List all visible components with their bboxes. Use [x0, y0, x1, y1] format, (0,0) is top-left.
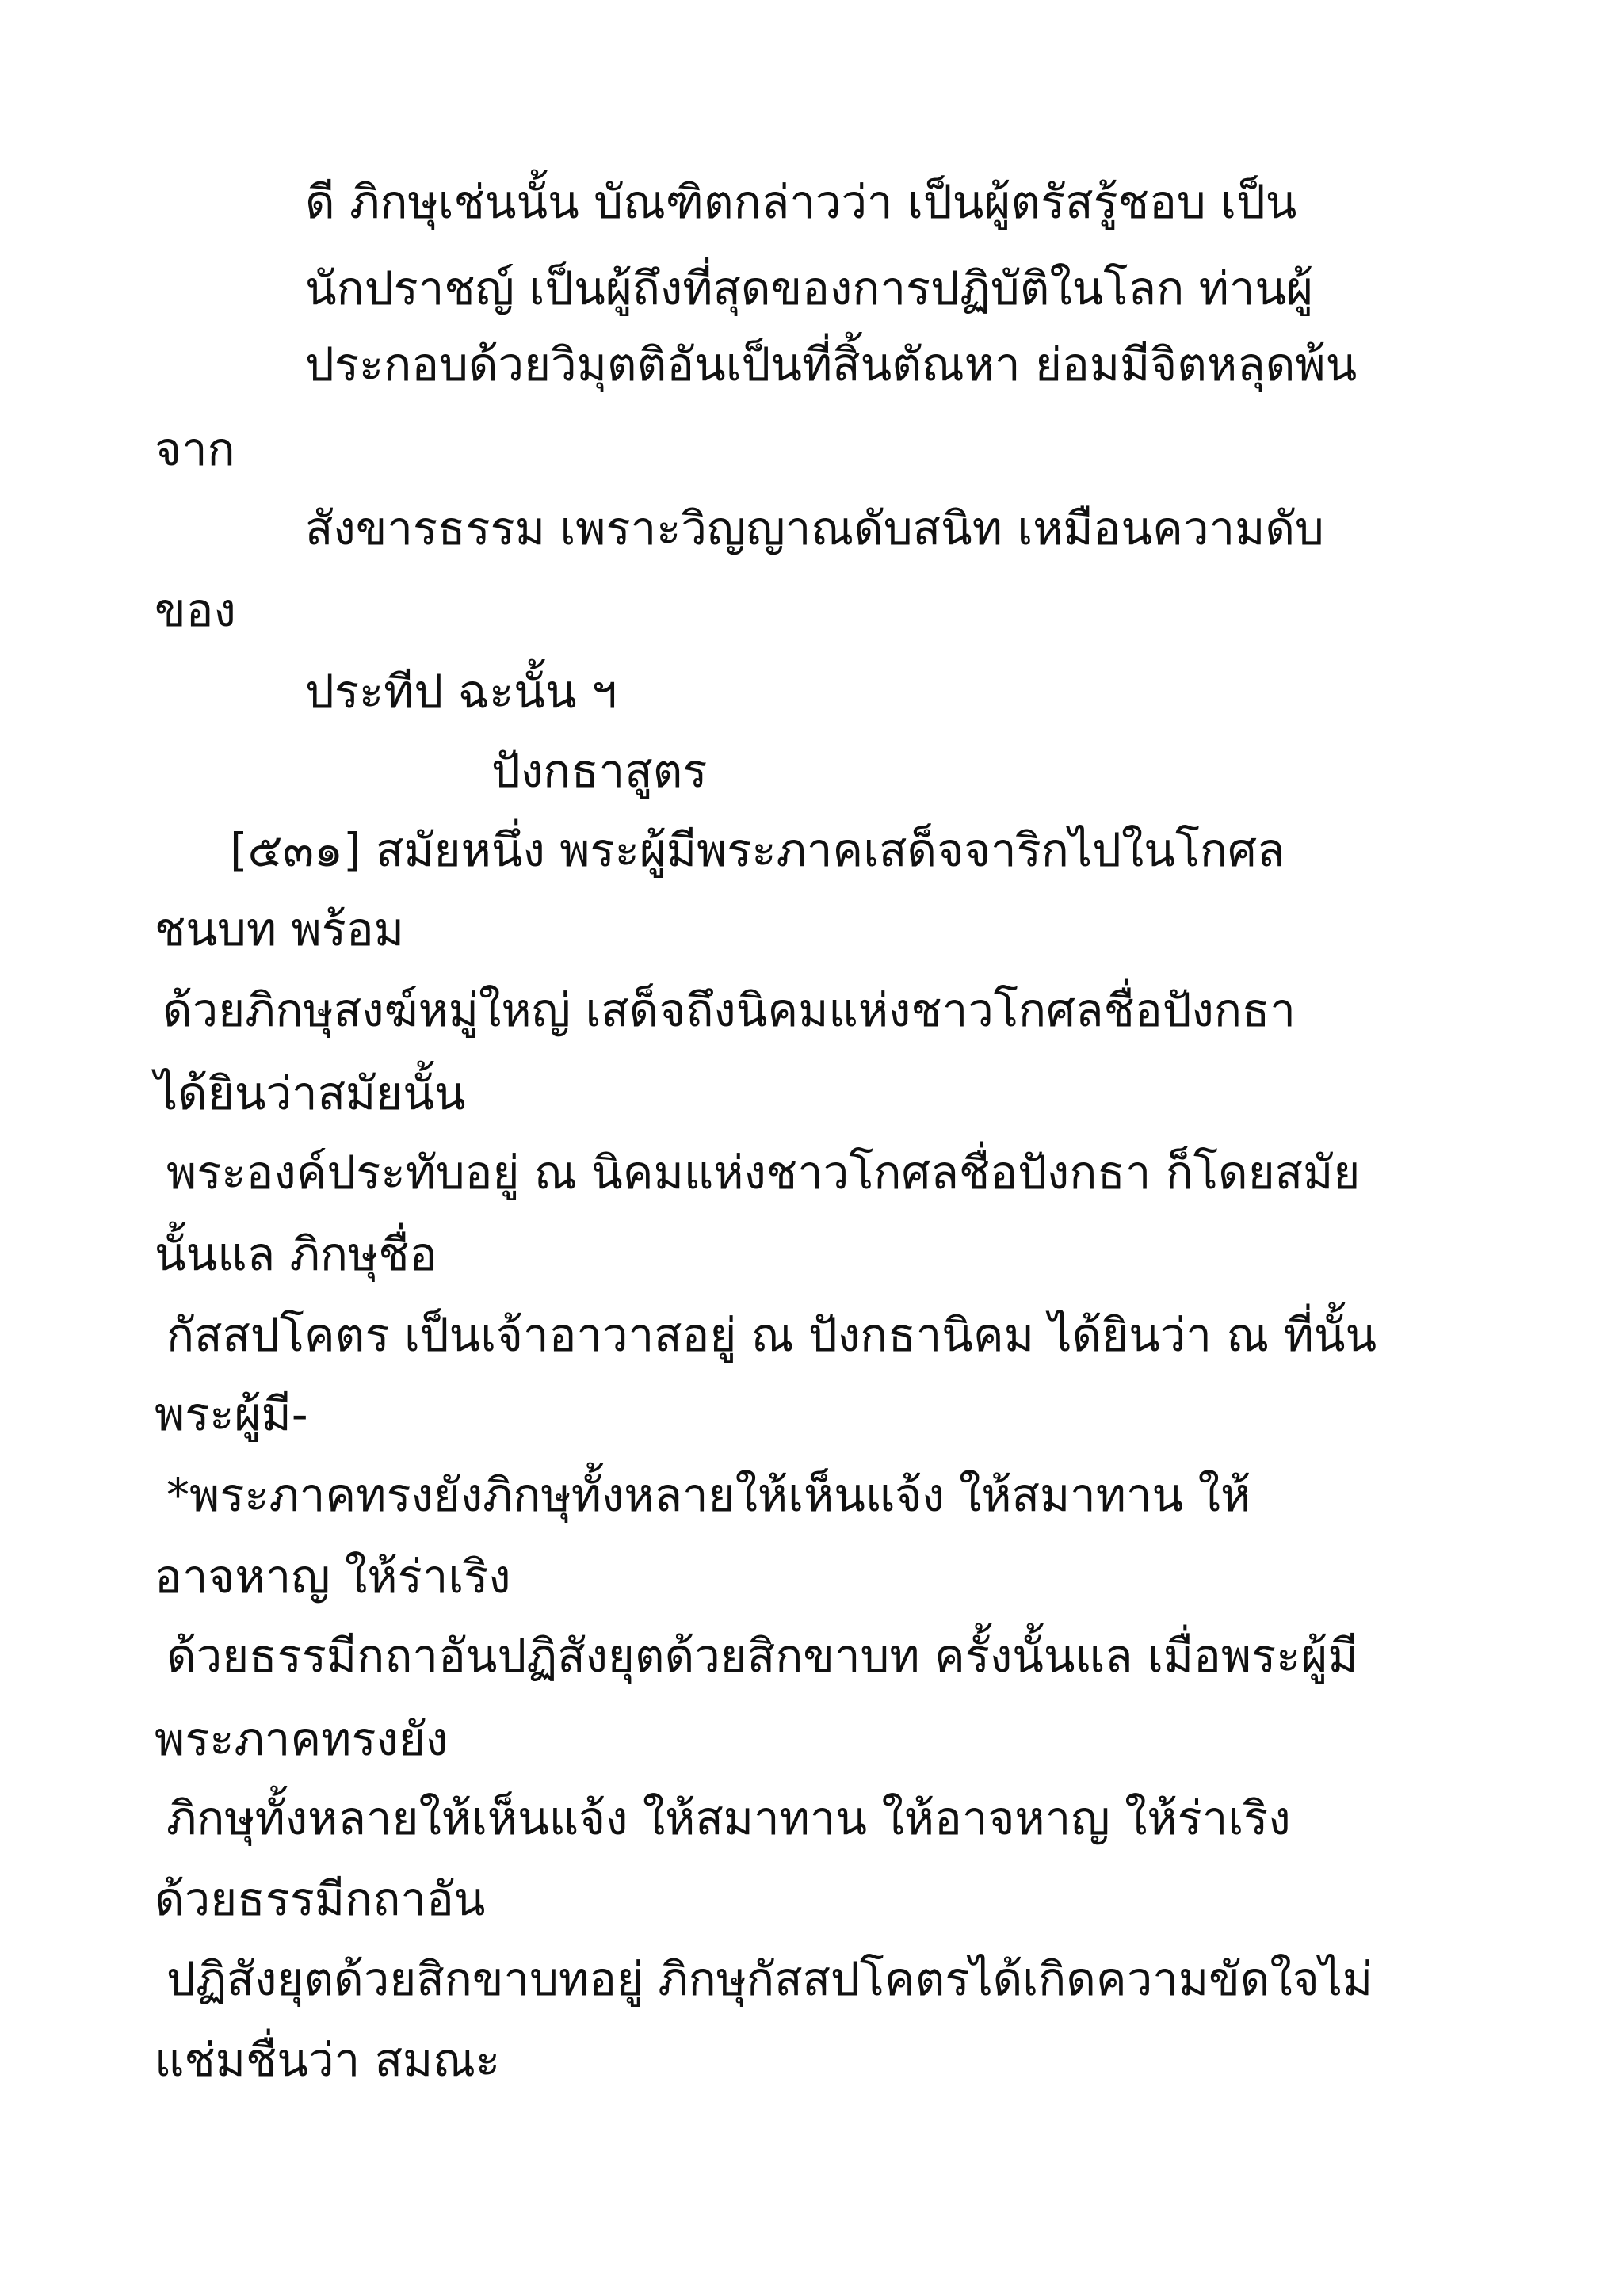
text-line-9: [๕๓๑] สมัยหนึ่ง พระผู้มีพระภาคเสด็จจาริกไปในโกศล — [230, 823, 1285, 877]
text-line-6: ของ — [155, 583, 236, 637]
text-line-11: ด้วยภิกษุสงฆ์หมู่ใหญ่ เสด็จถึงนิคมแห่งชาวโกศลชื่อปังกธา — [162, 983, 1296, 1037]
text-line-1: ดี ภิกษุเช่นนั้น บัณฑิตกล่าวว่า เป็นผู้ตรัสรู้ชอบ เป็น — [305, 175, 1297, 229]
text-line-3: ประกอบด้วยวิมุตติอันเป็นที่สิ้นตัณหา ย่อมมีจิตหลุดพ้น — [305, 338, 1358, 391]
text-line-15: กัสสปโคตร เป็นเจ้าอาวาสอยู่ ณ ปังกธานิคม ได้ยินว่า ณ ที่นั้น — [166, 1308, 1377, 1362]
text-line-17: *พระภาคทรงยังภิกษุทั้งหลายให้เห็นแจ้ง ให้สมาทาน ให้ — [166, 1468, 1251, 1522]
text-line-7: ประทีป ฉะนั้น ฯ — [305, 665, 617, 719]
text-line-19: ด้วยธรรมีกถาอันปฏิสังยุตด้วยสิกขาบท ครั้งนั้นแล เมื่อพระผู้มี — [166, 1629, 1358, 1683]
section-title: ปังกธาสูตร — [491, 744, 708, 798]
text-line-13: พระองค์ประทับอยู่ ณ นิคมแห่งชาวโกศลชื่อปังกธา ก็โดยสมัย — [166, 1146, 1361, 1199]
text-line-20: พระภาคทรงยัง — [155, 1712, 449, 1766]
text-line-23: ปฏิสังยุตด้วยสิกขาบทอยู่ ภิกษุกัสสปโคตรได้เกิดความขัดใจไม่ — [166, 1952, 1373, 2006]
text-line-4: จาก — [155, 422, 235, 476]
text-line-10: ชนบท พร้อม — [155, 902, 404, 956]
text-line-12: ได้ยินว่าสมัยนั้น — [155, 1066, 466, 1120]
text-line-24: แช่มชื่นว่า สมณะ — [155, 2033, 501, 2087]
text-line-22: ด้วยธรรมีกถาอัน — [155, 1872, 486, 1926]
text-line-14: นั้นแล ภิกษุชื่อ — [155, 1227, 437, 1281]
text-line-21: ภิกษุทั้งหลายให้เห็นแจ้ง ให้สมาทาน ให้อาจหาญ ให้ร่าเริง — [166, 1791, 1291, 1845]
text-line-16: พระผู้มี- — [155, 1387, 308, 1441]
text-line-2: นักปราชญ์ เป็นผู้ถึงที่สุดของการปฏิบัติในโลก ท่านผู้ — [305, 261, 1314, 315]
text-line-5: สังขารธรรม เพราะวิญญาณดับสนิท เหมือนความดับ — [305, 502, 1324, 555]
text-line-18: อาจหาญ ให้ร่าเริง — [155, 1550, 511, 1604]
